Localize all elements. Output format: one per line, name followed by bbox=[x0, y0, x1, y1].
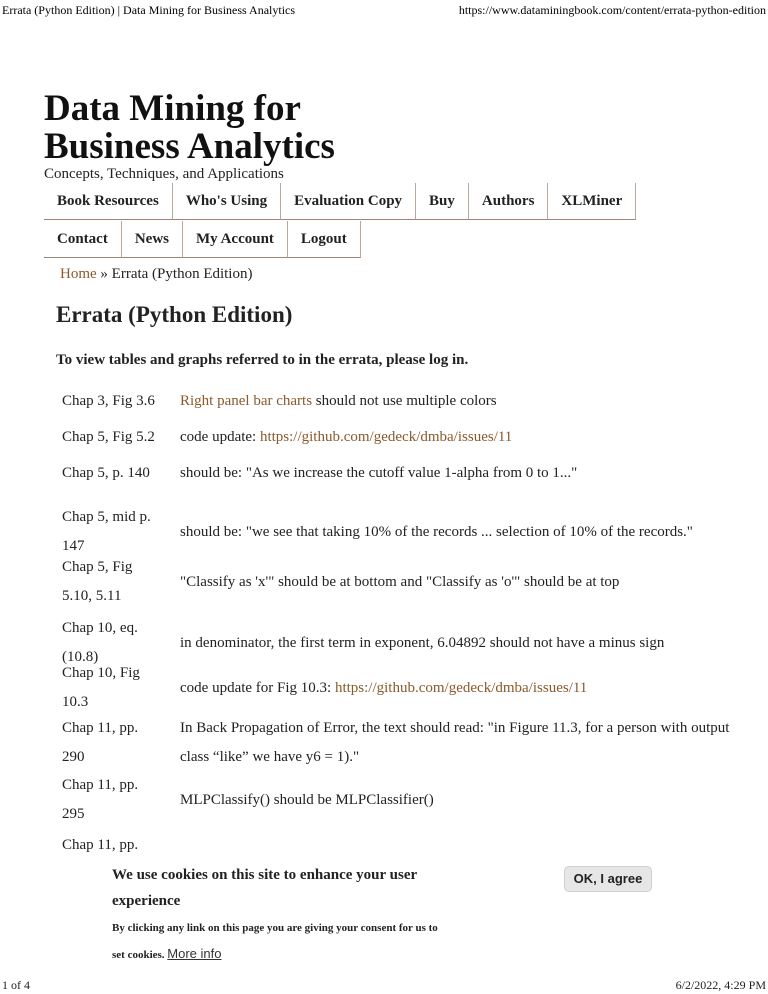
errata-text: MLPClassify() should be MLPClassifier() bbox=[180, 791, 434, 808]
errata-row bbox=[62, 714, 742, 772]
errata-location: Chap 5, Fig 5.10, 5.11 bbox=[62, 559, 133, 604]
errata-row bbox=[62, 659, 742, 717]
errata-text: In Back Propagation of Error, the text should read: "in Figure 11.3, for a person with output class “like” we have y6 = 1)." bbox=[180, 720, 730, 765]
errata-link[interactable]: https://github.com/gedeck/dmba/issues/11 bbox=[334, 679, 588, 696]
errata-link[interactable]: https://github.com/gedeck/dmba/issues/11 bbox=[259, 429, 513, 445]
print-datetime: 6/2/2022, 4:29 PM bbox=[675, 978, 766, 992]
nav-logout[interactable]: Logout bbox=[288, 221, 361, 258]
errata-location: Chap 5, p. 140 bbox=[62, 465, 150, 481]
breadcrumb-current: Errata (Python Edition) bbox=[111, 266, 253, 282]
errata-location: Chap 11, pp. 295 bbox=[62, 777, 139, 822]
print-url: https://www.dataminingbook.com/content/errata-python-edition bbox=[458, 3, 766, 17]
cookie-title: We use cookies on this site to enhance your user experience bbox=[112, 867, 417, 909]
nav-buy[interactable]: Buy bbox=[416, 183, 469, 220]
nav-whos-using[interactable]: Who's Using bbox=[173, 183, 281, 220]
errata-row bbox=[62, 423, 742, 452]
site-title[interactable]: Data Mining for Business Analytics bbox=[44, 88, 335, 167]
breadcrumb-separator: » bbox=[100, 266, 108, 282]
errata-location: Chap 11, pp. bbox=[62, 837, 139, 853]
errata-text: should be: "As we increase the cutoff value 1-alpha from 0 to 1..." bbox=[180, 465, 578, 481]
breadcrumb-home[interactable]: Home bbox=[60, 266, 97, 282]
errata-location: Chap 3, Fig 3.6 bbox=[62, 393, 155, 409]
errata-row bbox=[62, 387, 742, 416]
login-note: To view tables and graphs referred to in the errata, please log in. bbox=[56, 352, 469, 368]
print-page-count: 1 of 4 bbox=[2, 978, 30, 992]
errata-text: "Classify as 'x'" should be at bottom and "Classify as 'o'" should be at top bbox=[180, 573, 620, 590]
main-nav-row2 bbox=[44, 221, 361, 258]
nav-contact[interactable]: Contact bbox=[44, 221, 122, 258]
cookie-body: By clicking any link on this page you are giving your consent for us to set cookies. More info bbox=[112, 922, 438, 961]
errata-location: Chap 5, Fig 5.2 bbox=[62, 429, 155, 445]
errata-row bbox=[62, 771, 742, 829]
errata-row bbox=[62, 553, 742, 611]
print-page-title: Errata (Python Edition) | Data Mining for Business Analytics bbox=[2, 3, 296, 17]
errata-location: Chap 5, mid p. 147 bbox=[62, 509, 151, 554]
errata-text: in denominator, the first term in exponent, 6.04892 should not have a minus sign bbox=[180, 634, 665, 651]
cookie-agree-button[interactable]: OK, I agree bbox=[564, 866, 652, 892]
errata-text: code update: bbox=[180, 429, 260, 445]
errata-text: should be: "we see that taking 10% of the records ... selection of 10% of the records." bbox=[180, 523, 693, 540]
errata-link[interactable]: Right panel bar charts bbox=[180, 393, 313, 409]
errata-location: Chap 10, Fig 10.3 bbox=[62, 665, 140, 710]
main-nav-row1 bbox=[44, 183, 636, 220]
site-tagline: Concepts, Techniques, and Applications bbox=[44, 166, 284, 182]
errata-location: Chap 10, eq. (10.8) bbox=[62, 620, 138, 665]
errata-location: Chap 11, pp. 290 bbox=[62, 720, 139, 765]
cookie-more-info-link[interactable]: More info bbox=[167, 946, 222, 961]
nav-my-account[interactable]: My Account bbox=[183, 221, 288, 258]
page-title: Errata (Python Edition) bbox=[56, 302, 293, 327]
breadcrumb bbox=[60, 266, 252, 283]
errata-text: code update for Fig 10.3: bbox=[180, 679, 335, 696]
nav-evaluation-copy[interactable]: Evaluation Copy bbox=[281, 183, 416, 220]
nav-xlminer[interactable]: XLMiner bbox=[548, 183, 636, 220]
nav-book-resources[interactable]: Book Resources bbox=[44, 183, 173, 220]
nav-news[interactable]: News bbox=[122, 221, 183, 258]
errata-row bbox=[62, 831, 742, 860]
nav-authors[interactable]: Authors bbox=[469, 183, 549, 220]
errata-row bbox=[62, 459, 742, 488]
errata-text: should not use multiple colors bbox=[312, 393, 497, 409]
